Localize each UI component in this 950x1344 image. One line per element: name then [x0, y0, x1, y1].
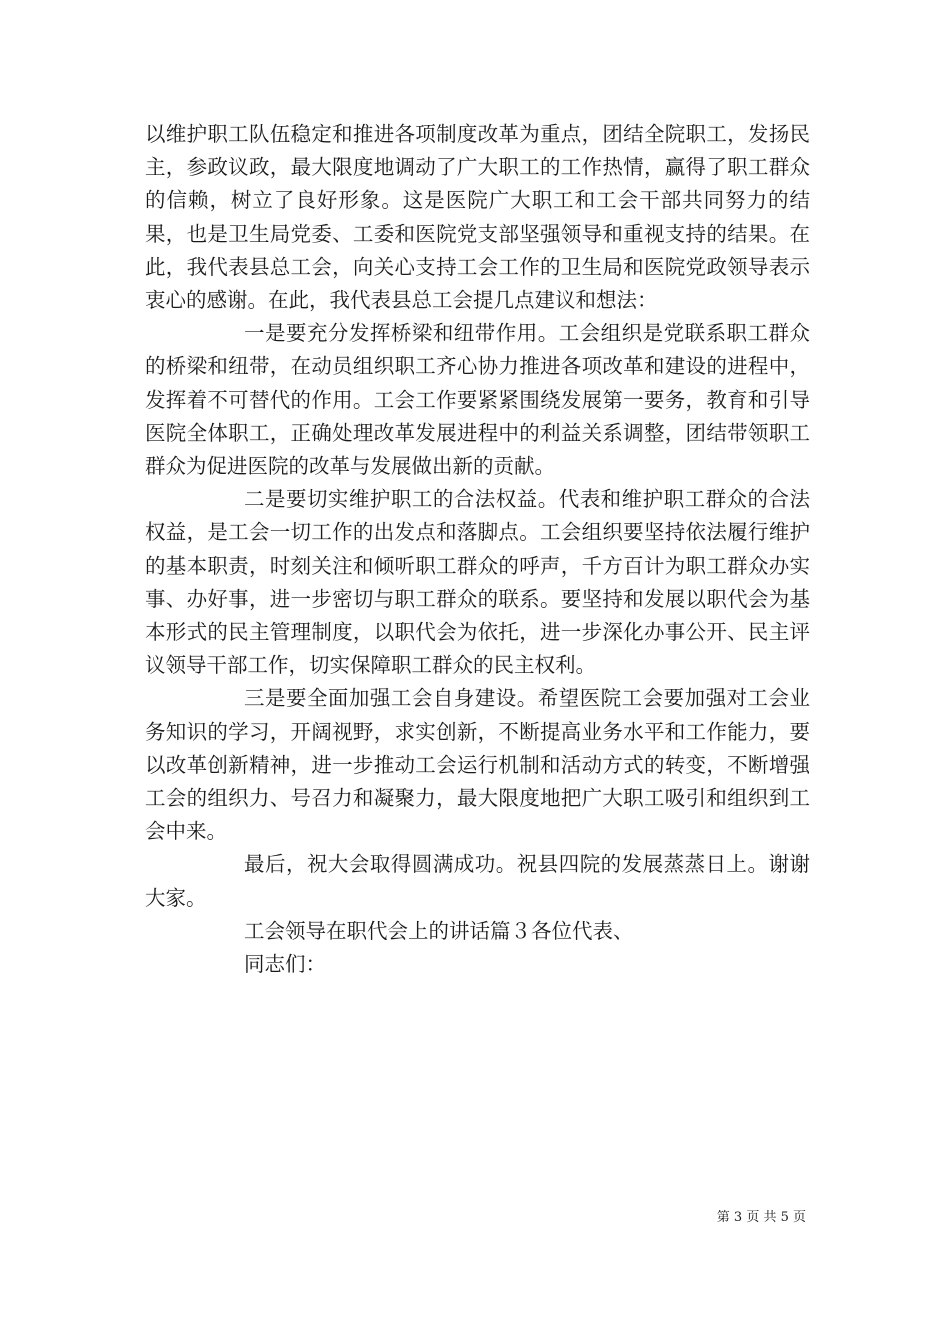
salutation-line: 同志们： — [244, 952, 326, 977]
paragraph-point-two: 二是要切实维护职工的合法权益。代表和维护职工群众的合法权益，是工会一切工作的出发点和落脚点。工会组织要坚持依法履行维护的基本职责，时刻关注和倾听职工群众的呼声，千方百计为职工群众办实事、办好事，进一步密切与职工群众的联系。要坚持和发展以职代会为基本形式的民主管理制度，以职代会为依托，进一步深化办事公开、民主评议领导干部工作，切实保障职工群众的民主权利。 — [145, 487, 810, 678]
section-heading-line: 工会领导在职代会上的讲话篇３各位代表、 — [244, 918, 634, 943]
page-number-footer: 第 3 页 共 5 页 — [716, 1210, 806, 1225]
paragraph-closing: 最后，祝大会取得圆满成功。祝县四院的发展蒸蒸日上。谢谢大家。 — [145, 852, 810, 910]
paragraph-point-three: 三是要全面加强工会自身建设。希望医院工会要加强对工会业务知识的学习，开阔视野，求实创新，不断提高业务水平和工作能力，要以改革创新精神，进一步推动工会运行机制和活动方式的转变，不断增强工会的组织力、号召力和凝聚力，最大限度地把广大职工吸引和组织到工会中来。 — [145, 686, 810, 844]
body-text — [145, 118, 810, 981]
paragraph-intro: 以维护职工队伍稳定和推进各项制度改革为重点，团结全院职工，发扬民主，参政议政，最大限度地调动了广大职工的工作热情，赢得了职工群众的信赖，树立了良好形象。这是医院广大职工和工会干部共同努力的结果，也是卫生局党委、工委和医院党支部坚强领导和重视支持的结果。在此，我代表县总工会，向关心支持工会工作的卫生局和医院党政领导表示衷心的感谢。在此，我代表县总工会提几点建议和想法： — [145, 122, 810, 313]
paragraph-point-one: 一是要充分发挥桥梁和纽带作用。工会组织是党联系职工群众的桥梁和纽带，在动员组织职工齐心协力推进各项改革和建设的进程中，发挥着不可替代的作用。工会工作要紧紧围绕发展第一要务，教育和引导医院全体职工，正确处理改革发展进程中的利益关系调整，团结带领职工群众为促进医院的改革与发展做出新的贡献。 — [145, 321, 810, 479]
